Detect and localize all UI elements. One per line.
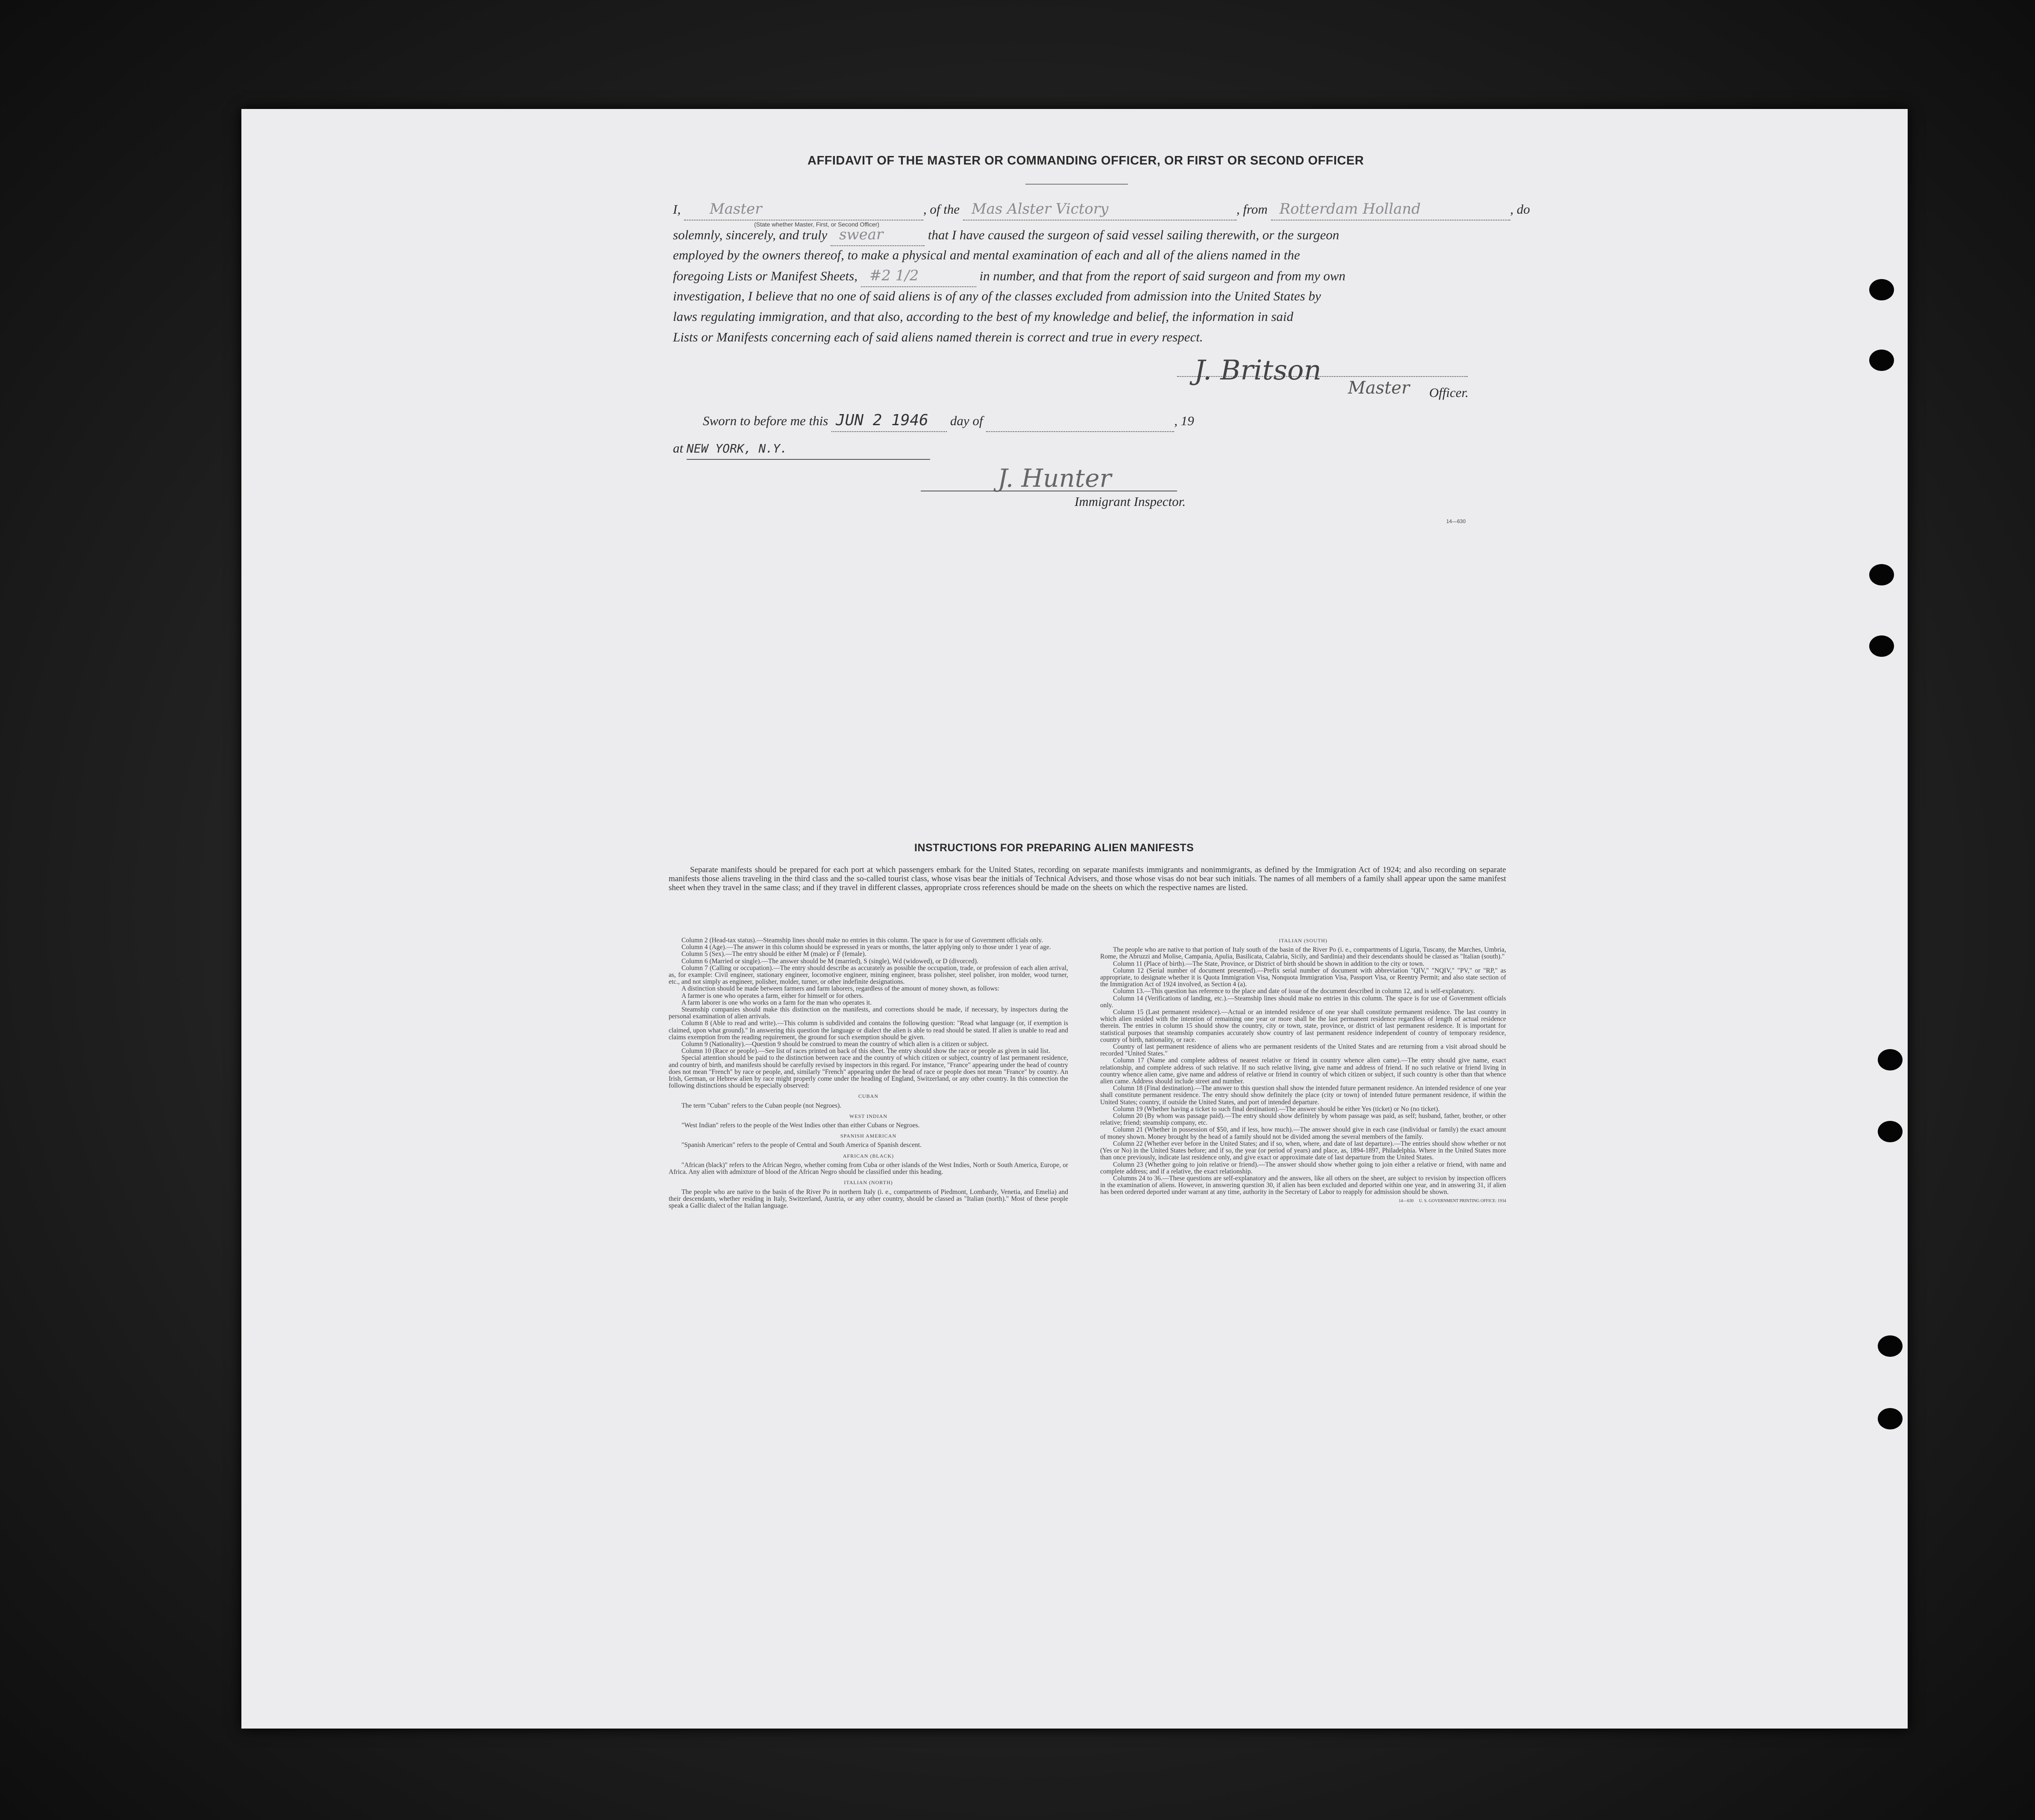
- instruction-paragraph: Column 10 (Race or people).—See list of races printed on back of this sheet. The entry should show the race or people as given in said list.: [681, 1047, 1050, 1055]
- instruction-paragraph: Column 20 (By whom was passage paid).—The entry should show definitely by whom passage was paid, as self; husband, father, brother, or other relative; friend; steamship company, etc.: [1100, 1112, 1506, 1127]
- binder-hole: [1869, 564, 1894, 585]
- affidavit-line-2: [673, 224, 1339, 246]
- instruction-paragraph: "Spanish American" refers to the people of Central and South America of Spanish descent.: [681, 1141, 922, 1149]
- footer-printer: U. S. GOVERNMENT PRINTING OFFICE: 1934: [1419, 1198, 1506, 1203]
- line4-text-b: in number, and that from the report of said surgeon and from my own: [979, 268, 1346, 283]
- section-heading: CUBAN: [858, 1093, 878, 1100]
- instruction-paragraph: Column 12 (Serial number of document presented).—Prefix serial number of document with abbreviation "QIV," "NQIV," "PV," or "RP," as appropriate, to designate whether it is Quota Immigration Visa, Nonquota Immigration Visa, Passport Visa, or Reentry Permit; and also state section of the Immigration Act of 1924 involved, as Section 4 (a).: [1100, 967, 1506, 988]
- of-the-label: , of the: [923, 202, 960, 217]
- year-label: , 19: [1174, 413, 1194, 428]
- port-from: Rotterdam Holland: [1279, 200, 1421, 218]
- instruction-paragraph: Column 9 (Nationality).—Question 9 should be construed to mean the country of which alien is a citizen or subject.: [681, 1041, 989, 1048]
- sworn-date-stamp: JUN 2 1946: [836, 412, 928, 429]
- instruction-paragraph: The term "Cuban" refers to the Cuban people (not Negroes).: [681, 1102, 842, 1109]
- instruction-paragraph: Column 19 (Whether having a ticket to such final destination).—The answer should be either Yes (ticket) or No (no ticket).: [1113, 1105, 1440, 1113]
- instruction-paragraph: Column 7 (Calling or occupation).—The entry should describe as accurately as possible the occupation, trade, or profession of each alien arrival, as, for example: Civil engineer, stationary engineer, locomotive engineer, mining engineer, brass polisher, steel polisher, iron molder, wood turner, etc., and not simply as engineer, polisher, molder, turner, or other indefinite designations.: [669, 964, 1068, 986]
- inspector-signature: J. Hunter: [998, 464, 1112, 493]
- officer-rank: Master: [709, 200, 762, 218]
- sworn-line: [703, 410, 1194, 432]
- instruction-paragraph: Country of last permanent residence of aliens who are permanent residents of the United States and are returning from a visit abroad should be recorded "United States.": [1100, 1043, 1506, 1058]
- sworn-label: Sworn to before me this: [703, 413, 828, 428]
- affidavit-line-7: Lists or Manifests concerning each of said aliens named therein is correct and true in every respect.: [673, 329, 1203, 344]
- affidavit-line-4: [673, 265, 1345, 287]
- instruction-paragraph: Column 2 (Head-tax status).—Steamship lines should make no entries in this column. The space is for use of Government officials only.: [681, 937, 1043, 944]
- instruction-paragraph: Column 17 (Name and complete address of nearest relative or friend in country whence alien came).—The entry should give name, exact relationship, and complete address of such relative. If no such relative living, give name and address of friend. If no such relative or friend living in country whence alien came, give name and address of relative or friend in country of which citizen or subject, if such country is other than that whence alien came. Address should include street and number.: [1100, 1057, 1506, 1085]
- vessel-name: Mas Alster Victory: [971, 200, 1109, 218]
- binder-hole: [1878, 1121, 1903, 1142]
- binder-hole: [1869, 635, 1894, 657]
- instruction-paragraph: "African (black)" refers to the African Negro, whether coming from Cuba or other islands of the West Indies, North or South America, Europe, or Africa. Any alien with admixture of blood of the African Negro should be classified under this heading.: [669, 1161, 1068, 1176]
- section-heading: WEST INDIAN: [849, 1113, 888, 1119]
- affidavit-title: AFFIDAVIT OF THE MASTER OR COMMANDING OFFICER, OR FIRST OR SECOND OFFICER: [808, 154, 1364, 168]
- instruction-paragraph: Column 14 (Verifications of landing, etc.).—Steamship lines should make no entries in this column. The space is for use of Government officials only.: [1100, 994, 1506, 1009]
- instruction-paragraph: Column 11 (Place of birth).—The State, Province, or District of birth should be shown in addition to the city or town.: [1113, 960, 1424, 967]
- instruction-paragraph: Column 13.—This question has reference to the place and date of issue of the document described in column 12, and is self-explanatory.: [1113, 988, 1475, 995]
- affidavit-line-1: [673, 199, 1530, 221]
- officer-signature: J. Britson: [1194, 355, 1321, 386]
- instruction-paragraph: Column 18 (Final destination).—The answer to this question shall show the intended future permanent residence. An intended residence of one year shall constitute permanent residence. The entry should show definitely the place (city or town) of intended future permanent residence, if within the United States; country, if outside the United States, and port of intended departure.: [1100, 1085, 1506, 1106]
- manifest-sheet: [241, 109, 1908, 1729]
- instruction-paragraph: Column 22 (Whether ever before in the United States; and if so, when, where, and date of last departure).—The entries should show whether or not (Yes or No) in the United States before; and if so, the year (or period of years) and place, as, 1894-1897, Philadelphia. Where in the United States more than once previously, indicate last residence only, and give exact or approximate date of last departure from the United States.: [1100, 1140, 1506, 1161]
- i-label: I,: [673, 202, 681, 217]
- at-label: at: [673, 441, 684, 456]
- rank-note: (State whether Master, First, or Second Officer): [754, 221, 880, 228]
- oath-word: swear: [839, 226, 884, 243]
- footer-form-number: 14—630: [1398, 1198, 1414, 1203]
- section-heading: ITALIAN (NORTH): [844, 1179, 893, 1186]
- section-heading: AFRICAN (BLACK): [843, 1153, 894, 1159]
- instruction-paragraph: Column 8 (Able to read and write).—This column is subdivided and contains the following question: "Read what language (or, if exemption is claimed, upon what ground)." In answering this question the language or dialect the alien is able to read should be stated. If alien is unable to read and claims exemption from the reading requirement, the ground for such exemption should be given.: [669, 1020, 1068, 1041]
- officer-title-handwritten: Master: [1348, 378, 1410, 398]
- instruction-paragraph: Columns 24 to 36.—These questions are self-explanatory and the answers, like all others on the sheet, are subject to revision by inspection officers in the examination of aliens. However, in answering question 30, if alien has been excluded and deported within one year, and in answering 31, if alien has been ordered deported under warrant at any time, authority in the Secretary of Labor to reapply for admission should be shown.: [1100, 1174, 1506, 1196]
- from-label: , from: [1236, 202, 1268, 217]
- line2-text-a: solemnly, sincerely, and truly: [673, 227, 828, 242]
- binder-hole: [1878, 1049, 1903, 1070]
- instructions-intro: Separate manifests should be prepared for each port at which passengers embark for the United States, recording on separate manifests immigrants and nonimmigrants, as defined by the Immigration Act of 1924; and also recording on separate manifests those aliens traveling in the third class and the so-called tourist class, whose visas bear the initials of Technical Advisers, and those whose visas do not bear such initials. The names of all members of a family shall appear upon the same manifest sheet when they travel in the same class; and if they travel in different classes, appropriate cross references should be made on the sheets on which the respective names are listed.: [669, 865, 1506, 892]
- title-rule: [1025, 184, 1128, 185]
- binder-hole: [1869, 350, 1894, 371]
- binder-hole: [1869, 279, 1894, 300]
- instructions-right-column: [1100, 937, 1506, 1205]
- instruction-paragraph: Column 23 (Whether going to join relative or friend).—The answer should show whether going to join either a relative or friend, with name and complete address; and if a relative, the exact relationship.: [1100, 1161, 1506, 1175]
- officer-label: Officer.: [1429, 385, 1469, 400]
- inspector-label: Immigrant Inspector.: [1075, 494, 1186, 509]
- line2-text-b: that I have caused the surgeon of said vessel sailing therewith, or the surgeon: [928, 227, 1339, 242]
- instructions-title: INSTRUCTIONS FOR PREPARING ALIEN MANIFESTS: [914, 842, 1194, 854]
- instruction-paragraph: The people who are native to that portion of Italy south of the basin of the River Po (i. e., compartments of Liguria, Tuscany, the Marches, Umbria, Rome, the Abruzzi and Molise, Campania, Apulia, Basilicata, Calabria, Sicily, and Sardinia) and their descendants should be classed as "Italian (south).": [1100, 946, 1506, 961]
- affidavit-line-6: laws regulating immigration, and that also, according to the best of my knowledge and belief, the information in said: [673, 309, 1294, 324]
- at-line: [673, 438, 930, 460]
- instruction-paragraph: A farm laborer is one who works on a farm for the man who operates it.: [681, 999, 872, 1006]
- printer-footer: [1100, 1198, 1506, 1205]
- instruction-paragraph: Column 15 (Last permanent residence).—Actual or an intended residence of one year shall constitute permanent residence. The last country in which alien resided with the intention of remaining one year or more shall be the last permanent residence regardless of length of actual residence therein. The entries in column 15 should show the country, city or town, state, province, or district of last permanent residence. It is important for statistical purposes that steamship companies accurately show country of last permanent residence independent of country of temporary residence, country of birth, nationality, or race.: [1100, 1008, 1506, 1044]
- instruction-paragraph: Column 5 (Sex).—The entry should be either M (male) or F (female).: [681, 950, 866, 958]
- sheet-count: #2 1/2: [869, 267, 919, 284]
- instruction-paragraph: Column 21 (Whether in possession of $50, and if less, how much).—The answer should give in each case (individual or family) the exact amount of money shown. Money brought by the head of a family should not be divided among the several members of the family.: [1100, 1126, 1506, 1141]
- form-number: 14—630: [1446, 518, 1466, 524]
- affidavit-line-5: investigation, I believe that no one of said aliens is of any of the classes excluded from admission into the United States by: [673, 288, 1321, 303]
- section-heading: SPANISH AMERICAN: [840, 1133, 897, 1139]
- instruction-paragraph: "West Indian" refers to the people of the West Indies other than either Cubans or Negroes.: [681, 1122, 920, 1129]
- line4-text-a: foregoing Lists or Manifest Sheets,: [673, 268, 857, 283]
- instruction-paragraph: Special attention should be paid to the distinction between race and the country of which citizen or subject, country of last permanent residence, and country of birth, and manifests should be carefully revised by inspectors in this regard. For instance, "France" appearing under the head of country does not mean "French" by race or people, and, similarly "French" appearing under the head of race or people does not mean "France" by country. An Irish, German, or Hebrew alien by race might properly come under the heading of England, Switzerland, or any other country. In this connection the following distinctions should be especially observed:: [669, 1054, 1068, 1090]
- instruction-paragraph: Column 6 (Married or single).—The answer should be M (married), S (single), Wd (widowed), or D (divorced).: [681, 957, 978, 965]
- place-stamp: NEW YORK, N.Y.: [686, 441, 787, 456]
- binder-hole: [1878, 1408, 1903, 1429]
- section-heading: ITALIAN (SOUTH): [1279, 938, 1327, 944]
- instruction-paragraph: A farmer is one who operates a farm, either for himself or for others.: [681, 992, 863, 1000]
- instruction-paragraph: Steamship companies should make this distinction on the manifests, and corrections should be made, if necessary, by inspectors during the personal examination of alien arrivals.: [669, 1006, 1068, 1020]
- instructions-left-column: [669, 937, 1068, 1209]
- instruction-paragraph: A distinction should be made between farmers and farm laborers, regardless of the amount of money shown, as follows:: [681, 985, 999, 993]
- officer-signature-line: [1177, 376, 1468, 377]
- instruction-paragraph: The people who are native to the basin of the River Po in northern Italy (i. e., compartments of Piedmont, Lombardy, Venetia, and Emelia) and their descendants, whether residing in Italy, Switzerland, Austria, or any other country, should be classed as "Italian (north)." Most of these people speak a Gallic dialect of the Italian language.: [669, 1188, 1068, 1209]
- instruction-paragraph: Column 4 (Age).—The answer in this column should be expressed in years or months, the latter applying only to those under 1 year of age.: [681, 944, 1051, 951]
- binder-hole: [1878, 1335, 1903, 1357]
- do-label: , do: [1510, 202, 1530, 217]
- affidavit-line-3: employed by the owners thereof, to make a physical and mental examination of each and all of the aliens named in the: [673, 247, 1300, 262]
- day-of-label: day of: [950, 413, 983, 428]
